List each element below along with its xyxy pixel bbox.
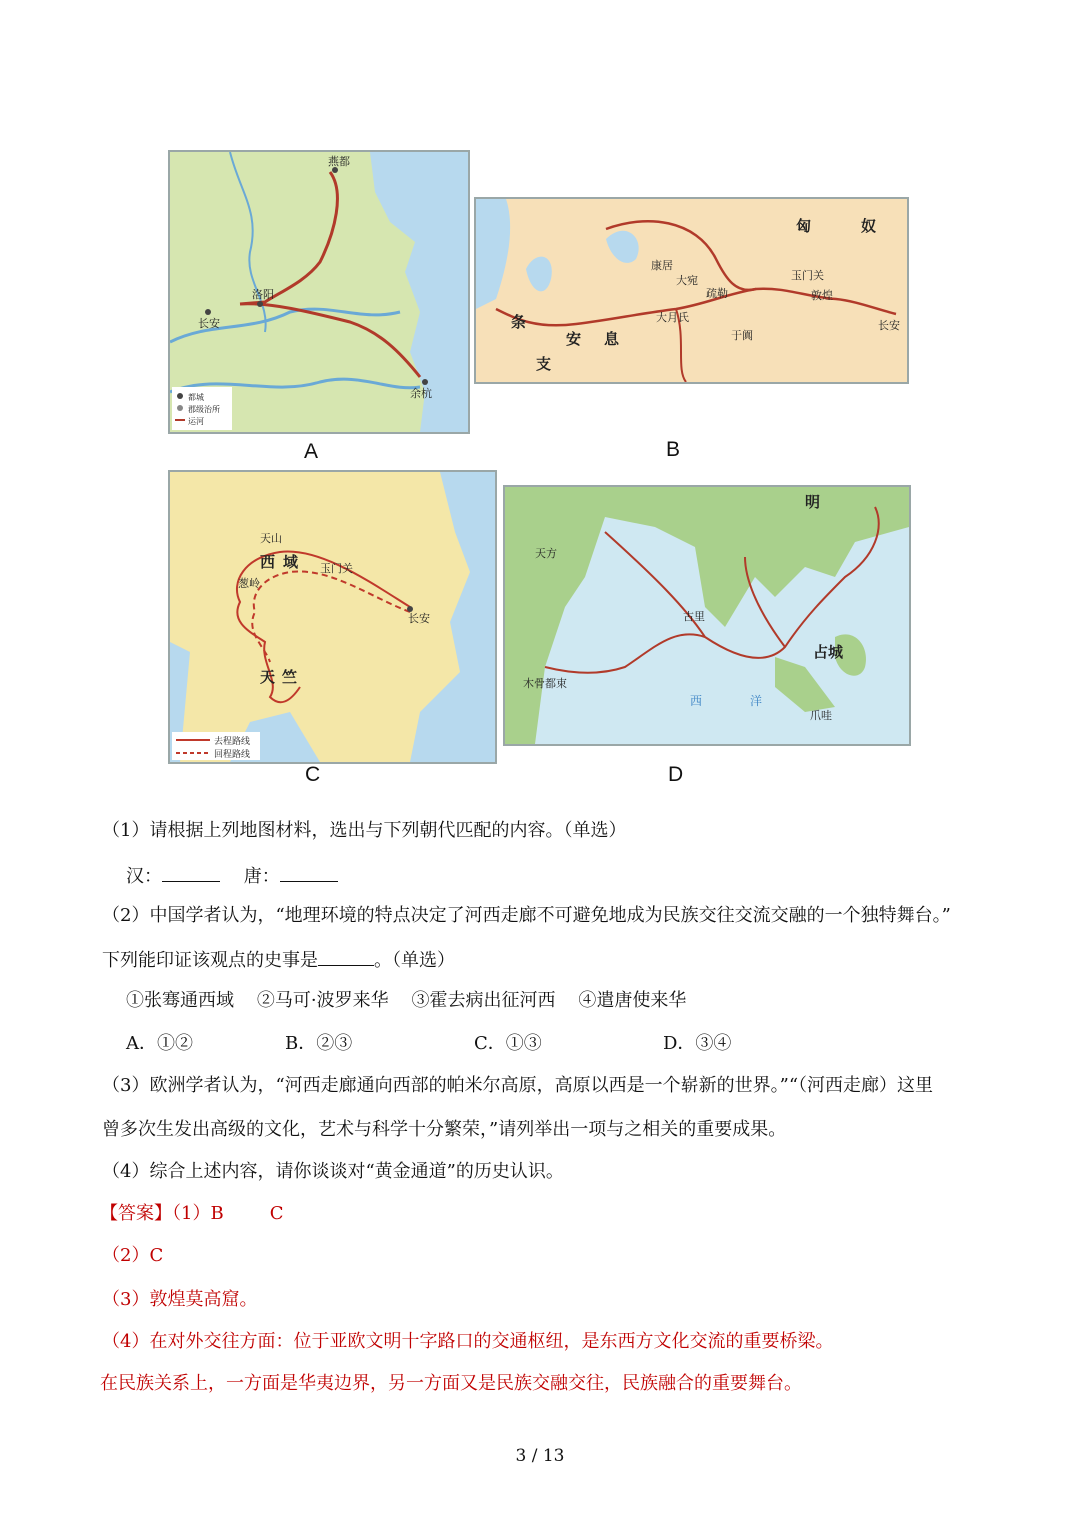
map-c-place-tianshan: 天山 <box>260 532 282 545</box>
map-b-place-changan: 长安 <box>878 319 900 332</box>
map-c-place-xi: 西 <box>260 553 276 571</box>
map-b-place-xi: 息 <box>604 330 620 348</box>
map-b-place-yutian: 于阗 <box>731 329 753 342</box>
map-b-place-xiong: 匈 <box>796 217 812 235</box>
han-blank <box>162 861 220 882</box>
map-a-place-luoyang: 洛阳 <box>252 288 274 301</box>
question-3-line2: 曾多次生发出高级的文化，艺术与科学十分繁荣，”请列举出一项与之相关的重要成果。 <box>102 1119 787 1140</box>
map-b-place-yumenguan: 玉门关 <box>791 269 824 282</box>
map-d-place-zhaowa: 爪哇 <box>810 709 832 722</box>
map-d-place-guli: 古里 <box>683 610 705 623</box>
question-2-suffix: 。（单选） <box>374 950 455 971</box>
page-number: 3 / 13 <box>515 1446 565 1466</box>
map-a <box>168 150 470 434</box>
map-b-place-zhi: 支 <box>536 355 552 373</box>
map-a-place-yuhang: 余杭 <box>410 387 432 400</box>
map-c-place-tian: 天 <box>260 668 276 686</box>
map-b <box>474 197 909 384</box>
map-c-place-zhu: 竺 <box>282 668 298 686</box>
map-c-place-congling: 葱岭 <box>238 577 260 590</box>
map-b-place-dawan: 大宛 <box>676 274 698 287</box>
option-a: A．①② <box>126 1033 193 1054</box>
map-b-place-dunhuang: 敦煌 <box>811 289 833 302</box>
map-a-image <box>170 152 468 432</box>
question-1: （1）请根据上列地图材料，选出与下列朝代匹配的内容。（单选） <box>102 820 627 841</box>
map-b-image <box>476 199 907 382</box>
answer-2: （2）C <box>102 1245 164 1266</box>
map-b-place-kangju: 康居 <box>651 259 673 272</box>
map-c-image <box>170 472 495 762</box>
map-b-place-tiao: 条 <box>511 313 527 331</box>
map-b-place-shule: 疏勒 <box>706 287 728 300</box>
option-b: B．②③ <box>285 1033 353 1054</box>
map-c-place-changan: 长安 <box>408 612 430 625</box>
question-2-events: ①张骞通西域 ②马可·波罗来华 ③霍去病出征河西 ④遣唐使来华 <box>126 990 687 1011</box>
map-a-legend-canal: 运河 <box>188 417 204 426</box>
question-4: （4）综合上述内容，请你谈谈对“黄金通道”的历史认识。 <box>102 1161 564 1182</box>
answer-1-second: C <box>269 1203 284 1224</box>
map-d-place-zhancheng: 占城 <box>813 643 844 661</box>
map-a-legend-prefecture: 郡级治所 <box>188 405 220 414</box>
map-a-place-yandu: 燕都 <box>328 155 350 168</box>
map-c <box>168 470 497 764</box>
question-2-blank <box>318 945 374 966</box>
map-b-place-dayuezhi: 大月氏 <box>656 311 689 324</box>
question-1-blanks <box>126 861 338 890</box>
map-a-legend-capital: 都城 <box>188 393 204 402</box>
question-2-prompt: 下列能印证该观点的史事是 <box>102 950 318 971</box>
map-d-image <box>505 487 909 744</box>
answer-4-line1: （4）在对外交往方面：位于亚欧文明十字路口的交通枢纽，是东西方文化交流的重要桥梁。 <box>102 1331 834 1352</box>
han-label: 汉： <box>126 866 162 887</box>
question-3-line1: （3）欧洲学者认为，“河西走廊通向西部的帕米尔高原，高原以西是一个崭新的世界。”“（河西走廊）这里 <box>102 1075 934 1096</box>
map-b-place-nu: 奴 <box>861 217 877 235</box>
map-c-label: C <box>305 763 321 786</box>
question-2-line1: （2）中国学者认为，“地理环境的特点决定了河西走廊不可避免地成为民族交往交流交融的一个独特舞台。” <box>102 905 951 926</box>
answer-1 <box>100 1201 283 1227</box>
map-d-place-xi: 西 <box>690 694 703 708</box>
tang-blank <box>280 861 338 882</box>
map-d-label: D <box>668 763 684 786</box>
tang-label: 唐： <box>243 866 280 887</box>
map-b-place-an: 安 <box>566 330 582 348</box>
map-d-place-yang: 洋 <box>750 694 763 708</box>
answer-1-text: （1）B <box>172 1203 224 1224</box>
map-d-place-ming: 明 <box>805 493 821 511</box>
answer-3: （3）敦煌莫高窟。 <box>102 1289 258 1310</box>
map-c-place-yumenguan: 玉门关 <box>320 562 353 575</box>
option-d: D．③④ <box>663 1033 732 1054</box>
map-c-legend-outbound: 去程路线 <box>214 737 251 747</box>
question-2-line2 <box>102 945 455 974</box>
map-d-place-tianfang: 天方 <box>535 547 557 560</box>
map-c-place-yu: 域 <box>283 553 299 571</box>
answer-4-line2: 在民族关系上，一方面是华夷边界，另一方面又是民族交融交往，民族融合的重要舞台。 <box>100 1373 802 1394</box>
map-d <box>503 485 911 746</box>
map-c-legend-return: 回程路线 <box>214 750 251 760</box>
map-a-place-changan: 长安 <box>198 317 220 330</box>
option-c: C．①③ <box>474 1033 542 1054</box>
answer-head: 【答案】 <box>100 1203 172 1224</box>
map-d-place-mugudushu: 木骨都束 <box>523 677 567 690</box>
map-b-label: B <box>666 438 681 461</box>
map-a-label: A <box>304 440 319 463</box>
